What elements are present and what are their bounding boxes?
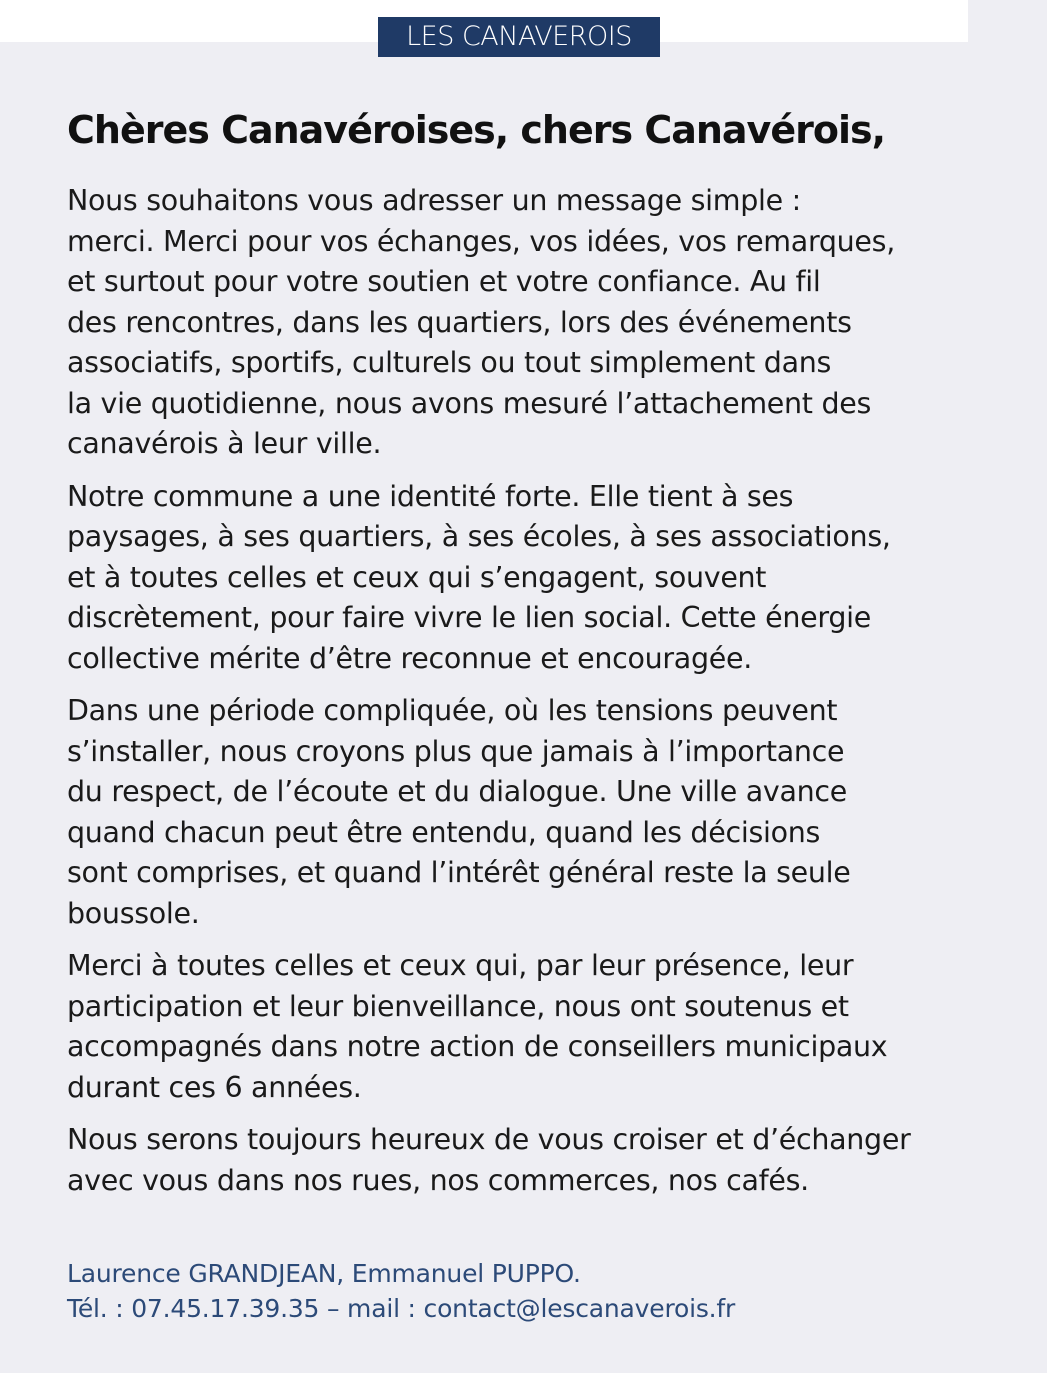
text-line: merci. Merci pour vos échanges, vos idées, vos remarques, (67, 224, 895, 258)
text-line: et à toutes celles et ceux qui s’engagent, souvent (67, 560, 767, 594)
greeting-title: Chères Canavéroises, chers Canavérois, (67, 108, 886, 152)
text-line: Nous souhaitons vous adresser un message simple : (67, 184, 801, 217)
paragraph-5 (67, 1120, 1027, 1201)
letter-body (67, 181, 1027, 1213)
text-line: Dans une période compliquée, où les tensions peuvent (67, 694, 838, 727)
text-line: associatifs, sportifs, culturels ou tout simplement dans (67, 346, 832, 379)
text-line: discrètement, pour faire vivre le lien social. Cette énergie (67, 601, 871, 634)
text-line: collective mérite d’être reconnue et encouragée. (67, 641, 752, 675)
text-line: Nous serons toujours heureux de vous croiser et d’échanger (67, 1123, 911, 1156)
text-line: du respect, de l’écoute et du dialogue. Une ville avance (67, 775, 848, 808)
panel-corner (968, 0, 1047, 42)
contact-info: Tél. : 07.45.17.39.35 – mail : contact@lescanaverois.fr (67, 1294, 736, 1323)
text-line: paysages, à ses quartiers, à ses écoles, à ses associations, (67, 520, 891, 553)
text-line: canavérois à leur ville. (67, 427, 382, 460)
paragraph-1 (67, 181, 1027, 465)
text-line: accompagnés dans notre action de conseillers municipaux (67, 1030, 888, 1063)
text-line: durant ces 6 années. (67, 1070, 362, 1104)
text-line: s’installer, nous croyons plus que jamais à l’importance (67, 734, 845, 768)
text-line: participation et leur bienveillance, nous ont soutenus et (67, 989, 849, 1023)
brand-badge: LES CANAVEROIS (378, 17, 660, 57)
paragraph-4 (67, 946, 1027, 1108)
text-line: Merci à toutes celles et ceux qui, par leur présence, leur (67, 949, 854, 982)
text-line: et surtout pour votre soutien et votre confiance. Au fil (67, 265, 821, 298)
paragraph-2 (67, 477, 1027, 680)
signature-block (67, 1256, 735, 1326)
text-line: la vie quotidienne, nous avons mesuré l’attachement des (67, 386, 872, 420)
paragraph-3 (67, 691, 1027, 934)
text-line: des rencontres, dans les quartiers, lors des événements (67, 305, 852, 339)
text-line: avec vous dans nos rues, nos commerces, nos cafés. (67, 1163, 809, 1197)
text-line: sont comprises, et quand l’intérêt général reste la seule (67, 856, 851, 889)
text-line: boussole. (67, 896, 200, 930)
text-line: quand chacun peut être entendu, quand les décisions (67, 815, 821, 849)
signatories: Laurence GRANDJEAN, Emmanuel PUPPO. (67, 1259, 581, 1288)
text-line: Notre commune a une identité forte. Elle tient à ses (67, 479, 794, 513)
